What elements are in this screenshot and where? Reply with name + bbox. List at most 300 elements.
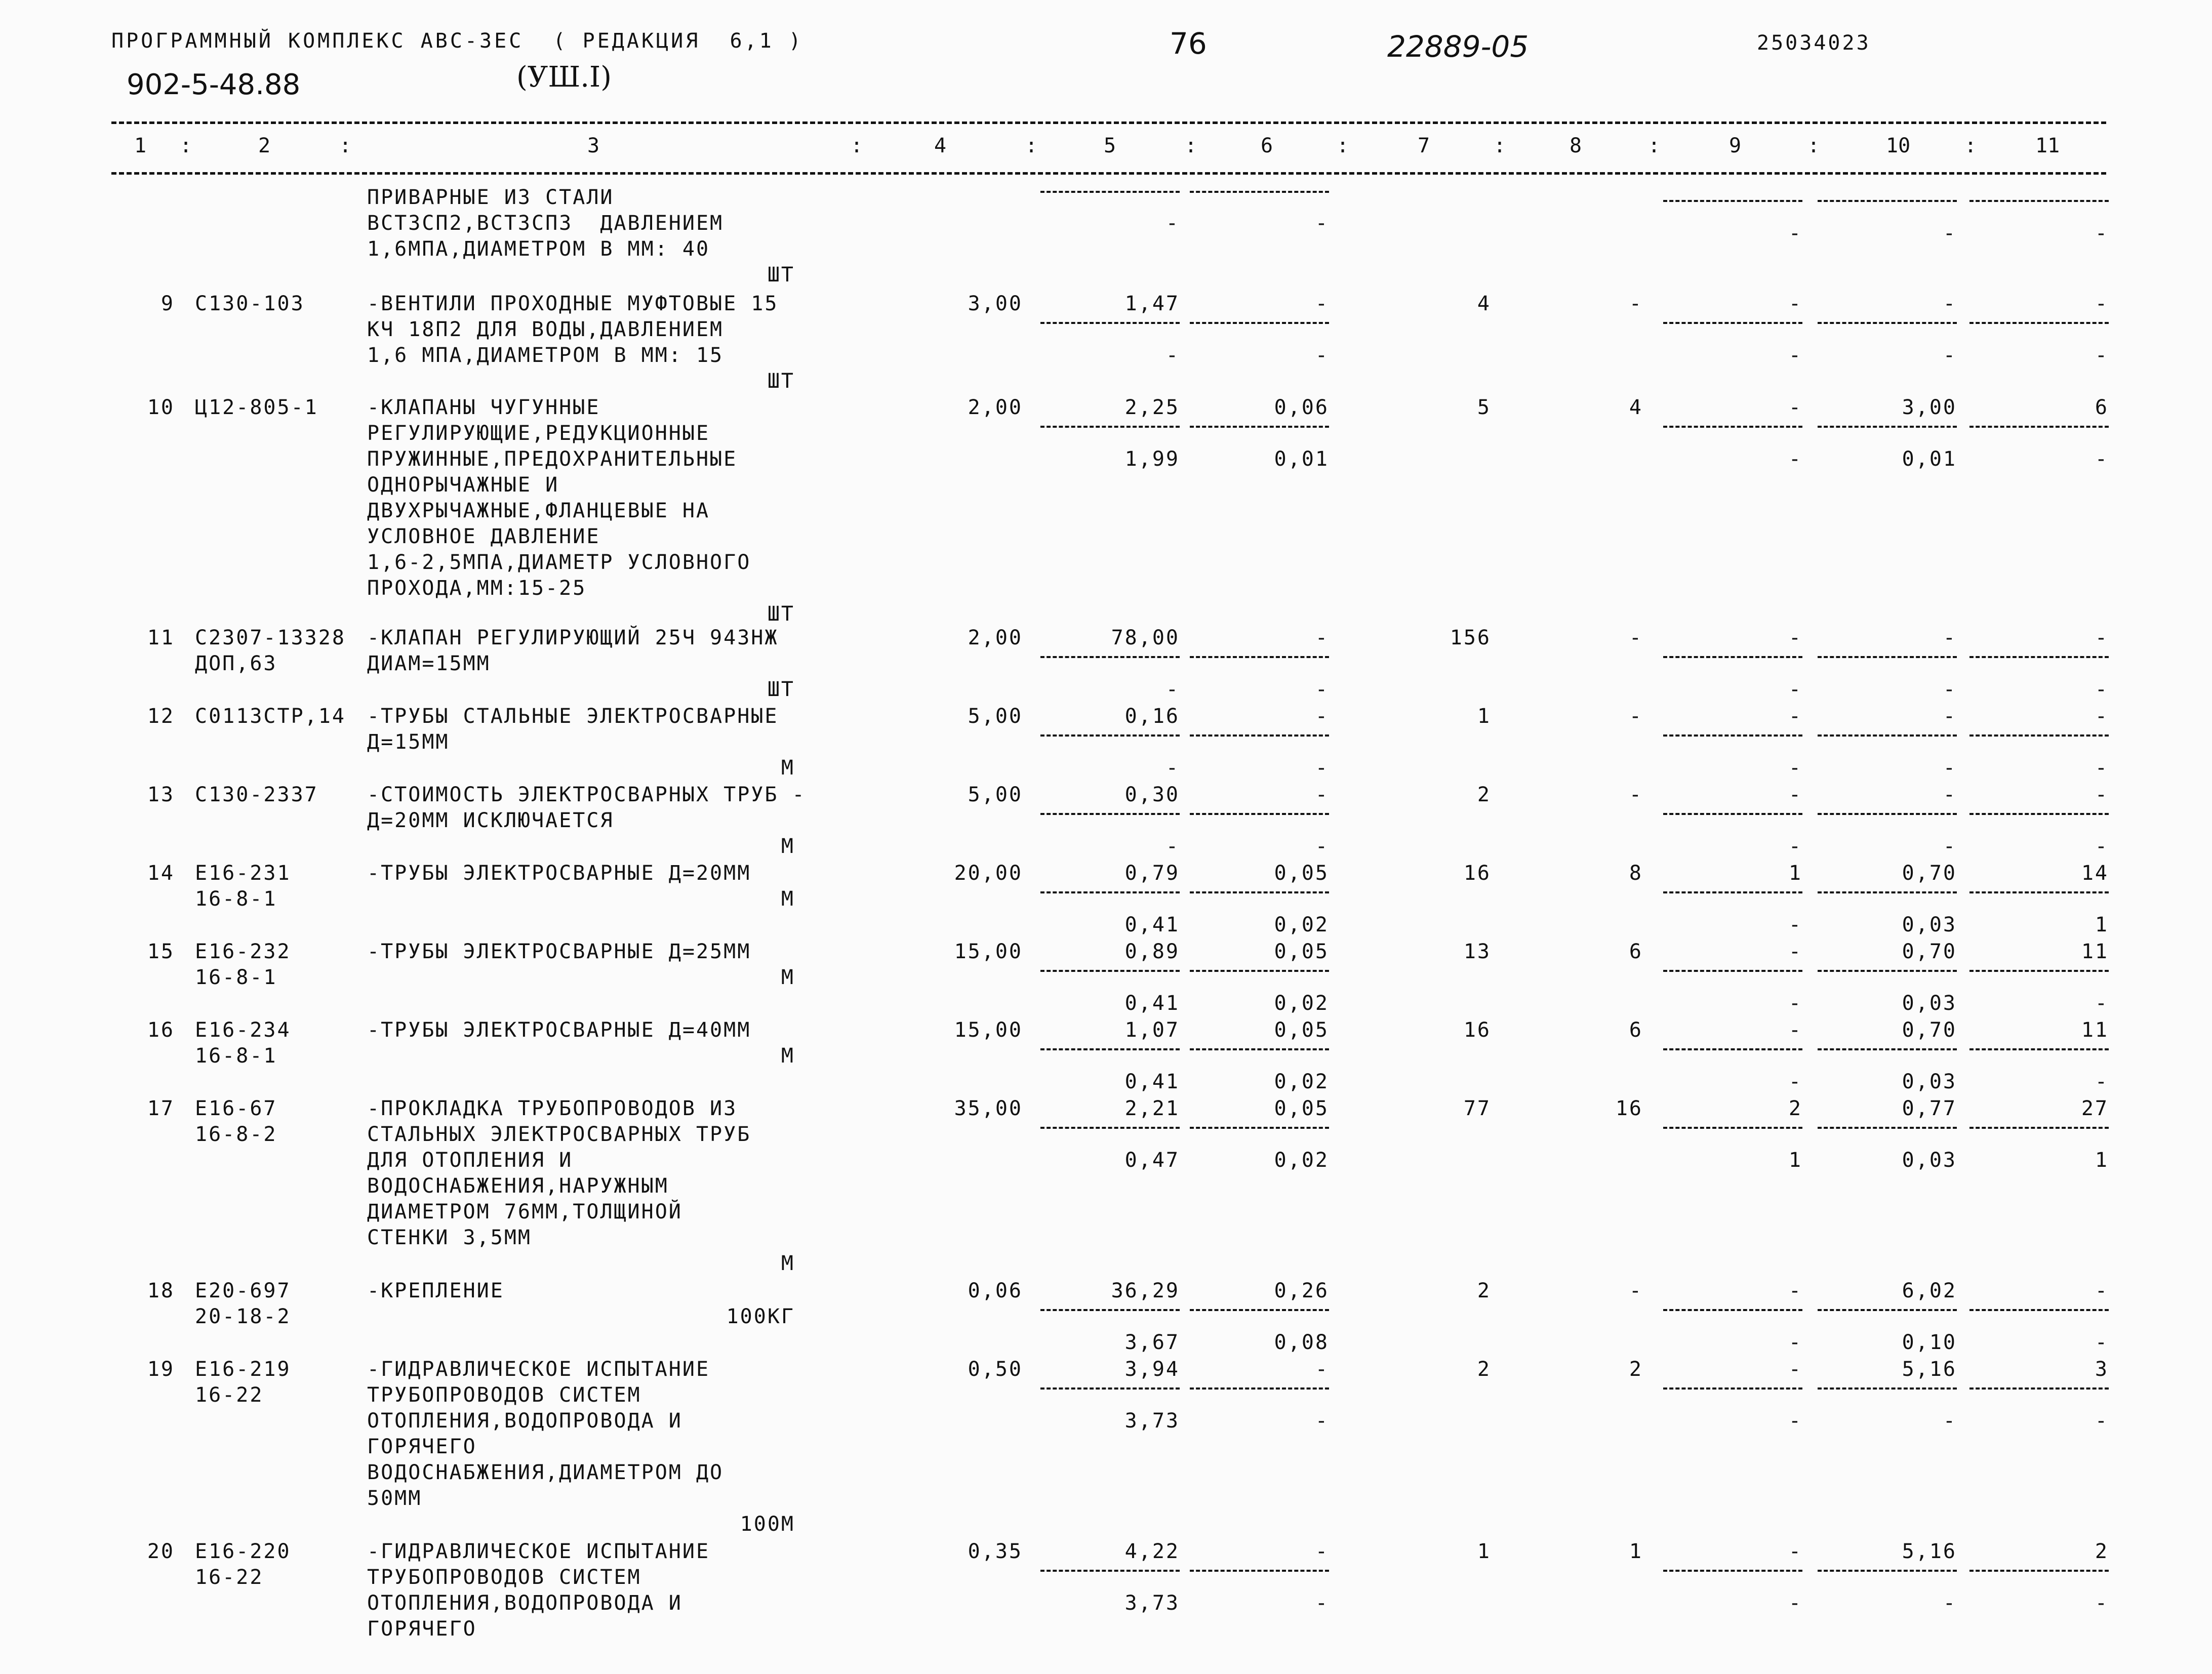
column-separator: :	[339, 134, 352, 157]
value-divider	[1818, 734, 1957, 737]
row-value-c5-lower: 0,41	[1124, 992, 1180, 1015]
row-value-c11-lower: -	[2095, 992, 2109, 1015]
row-value-c10: -	[1943, 705, 1957, 728]
row-value-c7: 2	[1477, 1358, 1491, 1381]
row-value-c10: -	[1943, 626, 1957, 649]
row-value-c8: -	[1629, 292, 1643, 315]
row-value-c4: 0,35	[968, 1540, 1023, 1563]
row-value-c11-lower: -	[2095, 1591, 2109, 1615]
item-description-line: СТАЛЬНЫХ ЭЛЕКТРОСВАРНЫХ ТРУБ	[367, 1123, 751, 1146]
row-value-c10-lower: -	[1943, 678, 1957, 701]
item-description-line: -СТОИМОСТЬ ЭЛЕКТРОСВАРНЫХ ТРУБ -	[367, 783, 806, 806]
document-code: 25034023	[1757, 31, 1871, 55]
value-divider	[1190, 1309, 1329, 1311]
value-divider	[1818, 426, 1957, 428]
value-divider	[1818, 813, 1957, 815]
item-description-line: РЕГУЛИРУЮЩИЕ,РЕДУКЦИОННЫЕ	[367, 422, 710, 445]
item-description-line: ПРИВАРНЫЕ ИЗ СТАЛИ	[367, 186, 614, 209]
item-description-line: ВОДОСНАБЖЕНИЯ,НАРУЖНЫМ	[367, 1174, 669, 1198]
row-value-c6-lower: -	[1315, 212, 1329, 235]
item-description-line: ОТОПЛЕНИЯ,ВОДОПРОВОДА И	[367, 1591, 682, 1615]
row-value-c4: 2,00	[968, 626, 1023, 649]
row-value-c4: 15,00	[954, 940, 1023, 963]
item-unit: М	[781, 887, 795, 911]
row-value-c10: 5,16	[1902, 1540, 1957, 1563]
row-value-c9-lower: -	[1788, 913, 1802, 936]
header-rule-top	[111, 121, 2106, 124]
row-value-c5: 4,22	[1124, 1540, 1180, 1563]
row-value-c11-lower: 1	[2095, 1149, 2109, 1172]
row-value-c5-lower: -	[1165, 212, 1180, 235]
row-value-c9-lower: 1	[1788, 1149, 1802, 1172]
row-code: Е16-219	[195, 1358, 291, 1381]
value-divider	[1663, 322, 1802, 324]
item-description-line: -ТРУБЫ ЭЛЕКТРОСВАРНЫЕ Д=40ММ	[367, 1018, 751, 1042]
value-divider	[1190, 1387, 1329, 1390]
column-separator: :	[1337, 134, 1349, 157]
column-header-3: 3	[587, 134, 600, 157]
document-number: 22889-05	[1387, 29, 1529, 64]
item-description-line: ПРОХОДА,ММ:15-25	[367, 577, 587, 600]
item-description-line: ДВУХРЫЧАЖНЫЕ,ФЛАНЦЕВЫЕ НА	[367, 499, 710, 522]
value-divider	[1190, 656, 1329, 658]
row-number: 14	[147, 862, 175, 885]
row-value-c8: -	[1629, 1279, 1643, 1302]
row-value-c9-lower: -	[1788, 344, 1802, 367]
row-value-c10: 0,70	[1902, 862, 1957, 885]
row-value-c5: 0,79	[1124, 862, 1180, 885]
value-divider	[1969, 734, 2109, 737]
value-divider	[1663, 1048, 1802, 1050]
column-header-1: 1	[134, 134, 147, 157]
value-divider	[1818, 200, 1957, 202]
row-value-c10-lower: 0,03	[1902, 1149, 1957, 1172]
row-value-c8: 6	[1629, 1018, 1643, 1042]
value-divider	[1040, 1048, 1180, 1050]
row-value-c9-lower: -	[1788, 756, 1802, 780]
row-value-c6-lower: -	[1315, 678, 1329, 701]
row-value-c10: 6,02	[1902, 1279, 1957, 1302]
row-value-c6: 0,05	[1274, 1097, 1329, 1120]
row-value-c11: 11	[2081, 1018, 2109, 1042]
value-divider	[1190, 813, 1329, 815]
row-code: 16-8-1	[195, 1044, 277, 1068]
value-divider	[1040, 734, 1180, 737]
row-value-c6: 0,26	[1274, 1279, 1329, 1302]
row-value-c9-lower: -	[1788, 1409, 1802, 1433]
item-unit: ШТ	[767, 602, 795, 626]
row-value-c10-lower: 0,03	[1902, 1070, 1957, 1093]
value-divider	[1040, 1127, 1180, 1129]
row-value-c10: 5,16	[1902, 1358, 1957, 1381]
column-header-10: 10	[1886, 134, 1911, 157]
value-divider	[1040, 191, 1180, 193]
item-unit: М	[781, 756, 795, 780]
column-header-5: 5	[1104, 134, 1116, 157]
column-header-11: 11	[2035, 134, 2060, 157]
value-divider	[1040, 813, 1180, 815]
row-value-c4: 20,00	[954, 862, 1023, 885]
item-description-line: ДИАМ=15ММ	[367, 652, 491, 675]
row-value-c4: 5,00	[968, 783, 1023, 806]
row-value-c9: -	[1788, 705, 1802, 728]
row-value-c10-lower: -	[1943, 835, 1957, 858]
value-divider	[1663, 426, 1802, 428]
row-value-c4: 5,00	[968, 705, 1023, 728]
row-value-c9: -	[1788, 1540, 1802, 1563]
row-value-c9-lower: -	[1788, 1591, 1802, 1615]
value-divider	[1040, 1570, 1180, 1572]
value-divider	[1818, 1387, 1957, 1390]
row-value-c10-lower: 0,03	[1902, 992, 1957, 1015]
value-divider	[1818, 1048, 1957, 1050]
item-description-line: ДЛЯ ОТОПЛЕНИЯ И	[367, 1149, 573, 1172]
item-description-line: Д=15ММ	[367, 730, 450, 754]
row-code: 20-18-2	[195, 1305, 291, 1328]
row-value-c11-lower: -	[2095, 678, 2109, 701]
row-value-c7: 2	[1477, 783, 1491, 806]
row-value-c5: 0,89	[1124, 940, 1180, 963]
row-number: 13	[147, 783, 175, 806]
item-description-line: 1,6 МПА,ДИАМЕТРОМ В ММ: 15	[367, 344, 724, 367]
row-value-c5: 1,07	[1124, 1018, 1180, 1042]
row-code: С130-2337	[195, 783, 318, 806]
row-value-c11: 11	[2081, 940, 2109, 963]
row-value-c11-lower: 1	[2095, 913, 2109, 936]
row-value-c5-lower: -	[1165, 835, 1180, 858]
row-value-c6: 0,05	[1274, 862, 1329, 885]
column-header-6: 6	[1261, 134, 1273, 157]
row-code: 16-8-1	[195, 887, 277, 911]
row-value-c10: 3,00	[1902, 396, 1957, 419]
row-value-c5-lower: -	[1165, 678, 1180, 701]
row-value-c11: -	[2095, 705, 2109, 728]
row-value-c10: -	[1943, 783, 1957, 806]
row-value-c6: -	[1315, 626, 1329, 649]
row-value-c11: 14	[2081, 862, 2109, 885]
value-divider	[1190, 891, 1329, 893]
row-value-c9-lower: -	[1788, 1070, 1802, 1093]
item-description-line: ДИАМЕТРОМ 76ММ,ТОЛЩИНОЙ	[367, 1200, 682, 1223]
row-value-c5-lower: 0,41	[1124, 1070, 1180, 1093]
row-value-c6: -	[1315, 705, 1329, 728]
row-value-c4: 0,50	[968, 1358, 1023, 1381]
row-value-c11-lower: -	[2095, 835, 2109, 858]
row-code: С2307-13328	[195, 626, 346, 649]
item-description-line: 1,6МПА,ДИАМЕТРОМ В ММ: 40	[367, 237, 710, 261]
value-divider	[1663, 813, 1802, 815]
row-value-c9-lower: -	[1788, 835, 1802, 858]
value-divider	[1663, 970, 1802, 972]
row-value-c6: -	[1315, 1358, 1329, 1381]
row-code: Е16-67	[195, 1097, 277, 1120]
row-value-c9: 1	[1788, 862, 1802, 885]
item-description-line: Д=20ММ ИСКЛЮЧАЕТСЯ	[367, 809, 614, 832]
row-value-c6-lower: 0,02	[1274, 1070, 1329, 1093]
row-value-c11: 27	[2081, 1097, 2109, 1120]
row-value-c8: 6	[1629, 940, 1643, 963]
value-divider	[1040, 322, 1180, 324]
value-divider	[1040, 970, 1180, 972]
row-value-c6: 0,05	[1274, 1018, 1329, 1042]
row-code: ДОП,63	[195, 652, 277, 675]
row-value-c7: 156	[1450, 626, 1491, 649]
value-divider	[1190, 322, 1329, 324]
row-value-c9: 2	[1788, 1097, 1802, 1120]
row-value-c5: 3,94	[1124, 1358, 1180, 1381]
row-value-c7: 1	[1477, 705, 1491, 728]
header-rule-bottom	[111, 172, 2106, 175]
row-value-c9-lower: -	[1788, 222, 1802, 245]
row-value-c10-lower: -	[1943, 1591, 1957, 1615]
row-value-c6-lower: -	[1315, 1591, 1329, 1615]
row-value-c10-lower: -	[1943, 756, 1957, 780]
item-description-line: 1,6-2,5МПА,ДИАМЕТР УСЛОВНОГО	[367, 551, 751, 574]
value-divider	[1040, 1387, 1180, 1390]
row-number: 18	[147, 1279, 175, 1302]
row-value-c8: -	[1629, 783, 1643, 806]
item-unit: 100М	[740, 1513, 795, 1536]
value-divider	[1818, 891, 1957, 893]
column-header-9: 9	[1729, 134, 1742, 157]
column-separator: :	[1807, 134, 1820, 157]
value-divider	[1040, 1309, 1180, 1311]
row-value-c10-lower: 0,03	[1902, 913, 1957, 936]
row-value-c9: -	[1788, 396, 1802, 419]
item-description-line: ТРУБОПРОВОДОВ СИСТЕМ	[367, 1566, 641, 1589]
row-value-c5-lower: 0,47	[1124, 1149, 1180, 1172]
column-header-2: 2	[258, 134, 271, 157]
value-divider	[1818, 970, 1957, 972]
row-value-c11-lower: -	[2095, 756, 2109, 780]
item-description-line: -ГИДРАВЛИЧЕСКОЕ ИСПЫТАНИЕ	[367, 1358, 710, 1381]
row-value-c7: 16	[1463, 1018, 1491, 1042]
value-divider	[1969, 1048, 2109, 1050]
row-value-c10: 0,70	[1902, 940, 1957, 963]
row-value-c7: 4	[1477, 292, 1491, 315]
row-value-c9: -	[1788, 783, 1802, 806]
row-value-c11-lower: -	[2095, 1070, 2109, 1093]
row-value-c8: -	[1629, 705, 1643, 728]
row-value-c9: -	[1788, 1358, 1802, 1381]
column-header-4: 4	[934, 134, 947, 157]
row-number: 19	[147, 1358, 175, 1381]
row-value-c6-lower: -	[1315, 835, 1329, 858]
value-divider	[1969, 1309, 2109, 1311]
row-value-c11: 6	[2095, 396, 2109, 419]
column-separator: :	[180, 134, 192, 157]
item-description-line: ГОРЯЧЕГО	[367, 1617, 477, 1641]
row-value-c7: 77	[1463, 1097, 1491, 1120]
item-description-line: -ТРУБЫ ЭЛЕКТРОСВАРНЫЕ Д=25ММ	[367, 940, 751, 963]
row-value-c8: -	[1629, 626, 1643, 649]
row-value-c11: -	[2095, 783, 2109, 806]
value-divider	[1969, 813, 2109, 815]
value-divider	[1040, 891, 1180, 893]
row-code: Ц12-805-1	[195, 396, 318, 419]
item-description-line: ГОРЯЧЕГО	[367, 1435, 477, 1458]
row-value-c9: -	[1788, 292, 1802, 315]
row-value-c7: 2	[1477, 1279, 1491, 1302]
row-value-c10-lower: -	[1943, 222, 1957, 245]
row-value-c11: -	[2095, 626, 2109, 649]
row-value-c10-lower: -	[1943, 1409, 1957, 1433]
row-value-c5-lower: 0,41	[1124, 913, 1180, 936]
row-code: С130-103	[195, 292, 305, 315]
item-description-line: ВОДОСНАБЖЕНИЯ,ДИАМЕТРОМ ДО	[367, 1461, 724, 1484]
item-description-line: -КРЕПЛЕНИЕ	[367, 1279, 504, 1302]
value-divider	[1190, 426, 1329, 428]
row-value-c7: 16	[1463, 862, 1491, 885]
row-value-c11-lower: -	[2095, 344, 2109, 367]
value-divider	[1969, 970, 2109, 972]
row-number: 16	[147, 1018, 175, 1042]
row-value-c9: -	[1788, 626, 1802, 649]
item-unit: М	[781, 966, 795, 989]
item-description-line: -ТРУБЫ ЭЛЕКТРОСВАРНЫЕ Д=20ММ	[367, 862, 751, 885]
row-value-c9: -	[1788, 1018, 1802, 1042]
item-description-line: -ПРОКЛАДКА ТРУБОПРОВОДОВ ИЗ	[367, 1097, 738, 1120]
value-divider	[1663, 656, 1802, 658]
value-divider	[1190, 970, 1329, 972]
row-value-c8: 1	[1629, 1540, 1643, 1563]
value-divider	[1663, 1309, 1802, 1311]
value-divider	[1969, 1387, 2109, 1390]
row-value-c6-lower: -	[1315, 1409, 1329, 1433]
row-value-c5-lower: -	[1165, 756, 1180, 780]
row-value-c5-lower: -	[1165, 344, 1180, 367]
row-value-c6: -	[1315, 292, 1329, 315]
value-divider	[1663, 891, 1802, 893]
item-description-line: ТРУБОПРОВОДОВ СИСТЕМ	[367, 1383, 641, 1407]
row-value-c5: 0,30	[1124, 783, 1180, 806]
item-description-line: КЧ 18П2 ДЛЯ ВОДЫ,ДАВЛЕНИЕМ	[367, 318, 724, 341]
column-separator: :	[1964, 134, 1977, 157]
program-header: ПРОГРАММНЫЙ КОМПЛЕКС АВС-3ЕС ( РЕДАКЦИЯ 6,1 )	[111, 29, 803, 53]
item-description-line: -ГИДРАВЛИЧЕСКОЕ ИСПЫТАНИЕ	[367, 1540, 710, 1563]
row-value-c11: 3	[2095, 1358, 2109, 1381]
value-divider	[1663, 1387, 1802, 1390]
row-value-c5: 0,16	[1124, 705, 1180, 728]
value-divider	[1969, 891, 2109, 893]
row-value-c8: 16	[1615, 1097, 1643, 1120]
value-divider	[1969, 656, 2109, 658]
row-value-c11-lower: -	[2095, 1331, 2109, 1354]
row-value-c9-lower: -	[1788, 447, 1802, 471]
row-number: 20	[147, 1540, 175, 1563]
row-value-c5: 2,25	[1124, 396, 1180, 419]
value-divider	[1663, 1127, 1802, 1129]
value-divider	[1190, 734, 1329, 737]
row-code: 16-22	[195, 1566, 264, 1589]
item-unit: М	[781, 1252, 795, 1275]
row-value-c11: -	[2095, 1279, 2109, 1302]
row-value-c4: 35,00	[954, 1097, 1023, 1120]
value-divider	[1969, 1570, 2109, 1572]
project-number: 902-5-48.88	[127, 68, 301, 101]
value-divider	[1818, 656, 1957, 658]
section-label: (УШ.I)	[516, 61, 612, 94]
column-separator: :	[851, 134, 863, 157]
value-divider	[1040, 426, 1180, 428]
row-value-c6: 0,06	[1274, 396, 1329, 419]
row-number: 11	[147, 626, 175, 649]
row-value-c10-lower: 0,01	[1902, 447, 1957, 471]
item-description-line: ОДНОРЫЧАЖНЫЕ И	[367, 473, 559, 497]
row-value-c5: 1,47	[1124, 292, 1180, 315]
row-value-c11-lower: -	[2095, 222, 2109, 245]
row-code: 16-8-2	[195, 1123, 277, 1146]
row-value-c5-lower: 3,67	[1124, 1331, 1180, 1354]
item-unit: ШТ	[767, 263, 795, 287]
row-value-c5: 36,29	[1111, 1279, 1180, 1302]
row-value-c5: 78,00	[1111, 626, 1180, 649]
value-divider	[1818, 322, 1957, 324]
row-value-c9: -	[1788, 940, 1802, 963]
row-code: Е20-697	[195, 1279, 291, 1302]
row-value-c6-lower: -	[1315, 756, 1329, 780]
row-code: 16-8-1	[195, 966, 277, 989]
row-value-c4: 2,00	[968, 396, 1023, 419]
value-divider	[1969, 1127, 2109, 1129]
column-separator: :	[1494, 134, 1506, 157]
item-unit: М	[781, 1044, 795, 1068]
item-unit: 100КГ	[726, 1305, 795, 1328]
item-description-line: -ВЕНТИЛИ ПРОХОДНЫЕ МУФТОВЫЕ 15	[367, 292, 779, 315]
item-description-line: ОТОПЛЕНИЯ,ВОДОПРОВОДА И	[367, 1409, 682, 1433]
row-value-c9-lower: -	[1788, 1331, 1802, 1354]
row-value-c5: 2,21	[1124, 1097, 1180, 1120]
row-value-c5-lower: 3,73	[1124, 1409, 1180, 1433]
item-description-line: ПРУЖИННЫЕ,ПРЕДОХРАНИТЕЛЬНЫЕ	[367, 447, 738, 471]
value-divider	[1190, 1048, 1329, 1050]
row-value-c10-lower: -	[1943, 344, 1957, 367]
item-description-line: УСЛОВНОЕ ДАВЛЕНИЕ	[367, 525, 600, 548]
item-unit: ШТ	[767, 370, 795, 393]
row-code: Е16-232	[195, 940, 291, 963]
value-divider	[1818, 1127, 1957, 1129]
row-value-c9-lower: -	[1788, 992, 1802, 1015]
row-value-c9-lower: -	[1788, 678, 1802, 701]
row-value-c7: 1	[1477, 1540, 1491, 1563]
item-description-line: 50ММ	[367, 1487, 422, 1510]
item-description-line: -ТРУБЫ СТАЛЬНЫЕ ЭЛЕКТРОСВАРНЫЕ	[367, 705, 779, 728]
row-value-c11: 2	[2095, 1540, 2109, 1563]
row-value-c11-lower: -	[2095, 1409, 2109, 1433]
row-number: 9	[160, 292, 175, 315]
row-value-c7: 13	[1463, 940, 1491, 963]
item-description-line: -КЛАПАНЫ ЧУГУННЫЕ	[367, 396, 600, 419]
row-value-c8: 2	[1629, 1358, 1643, 1381]
page-number: 76	[1170, 26, 1207, 61]
row-value-c6-lower: 0,02	[1274, 1149, 1329, 1172]
value-divider	[1818, 1309, 1957, 1311]
row-value-c10: 0,70	[1902, 1018, 1957, 1042]
row-value-c6: -	[1315, 783, 1329, 806]
column-header-8: 8	[1570, 134, 1582, 157]
row-value-c10: -	[1943, 292, 1957, 315]
row-value-c6: 0,05	[1274, 940, 1329, 963]
row-value-c6-lower: 0,08	[1274, 1331, 1329, 1354]
value-divider	[1969, 200, 2109, 202]
value-divider	[1190, 1127, 1329, 1129]
row-value-c5-lower: 3,73	[1124, 1591, 1180, 1615]
row-code: Е16-234	[195, 1018, 291, 1042]
row-value-c6: -	[1315, 1540, 1329, 1563]
row-number: 12	[147, 705, 175, 728]
row-number: 15	[147, 940, 175, 963]
row-code: 16-22	[195, 1383, 264, 1407]
